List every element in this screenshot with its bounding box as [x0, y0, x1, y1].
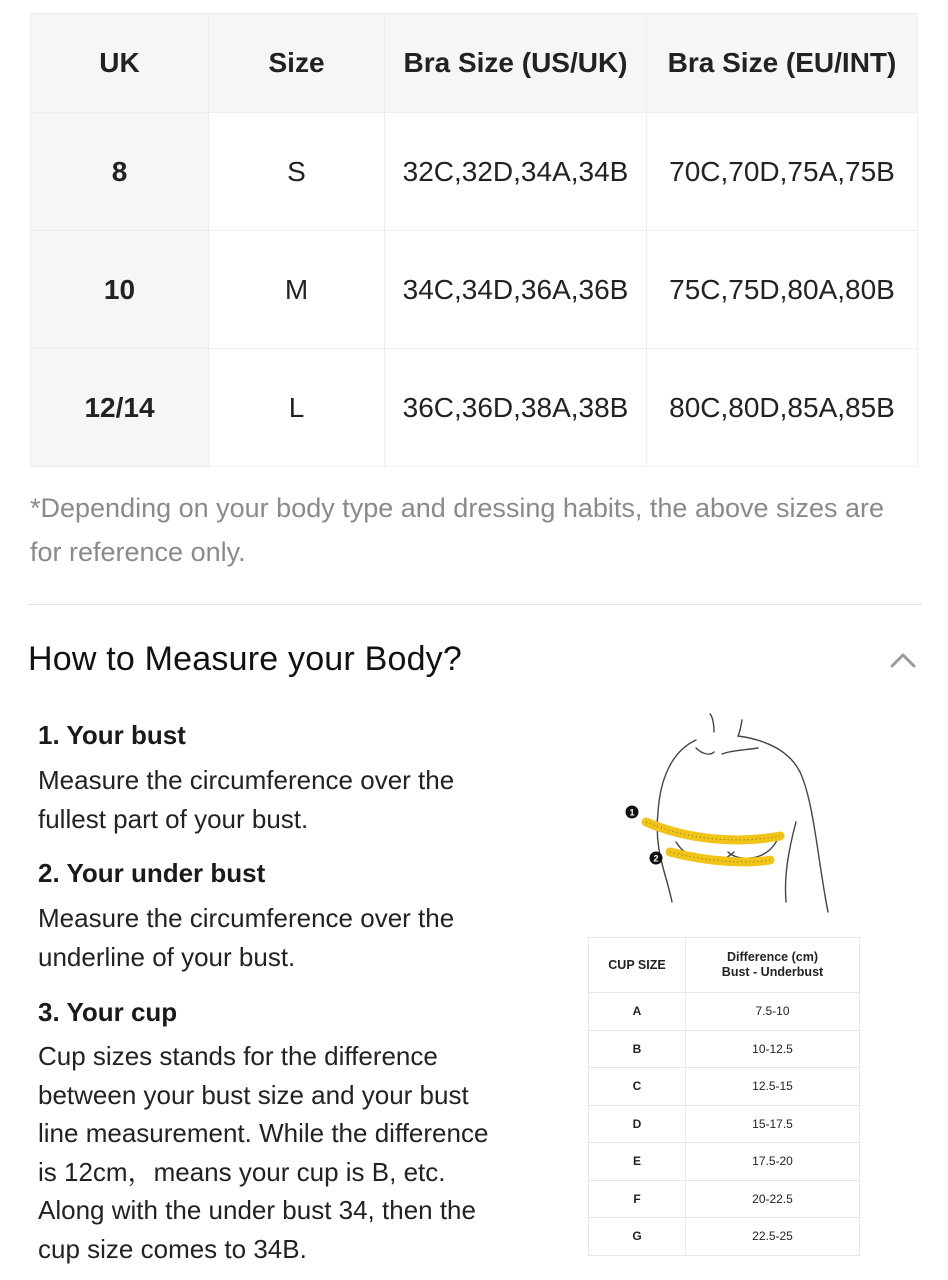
table-row	[589, 1068, 860, 1106]
size-reference-note: *Depending on your body type and dressing habits, the above sizes are for reference only.	[30, 493, 885, 567]
cell-difference: 20-22.5	[686, 1180, 860, 1218]
table-row	[31, 349, 918, 467]
marker-1-icon	[626, 806, 639, 819]
size-chart-table	[30, 13, 918, 467]
cell-cup: E	[589, 1143, 686, 1181]
cell-difference: 22.5-25	[686, 1218, 860, 1256]
table-row	[589, 1218, 860, 1256]
cell-difference: 10-12.5	[686, 1030, 860, 1068]
cell-difference: 12.5-15	[686, 1068, 860, 1106]
marker-2-label: 2	[653, 853, 659, 864]
cell-cup: A	[589, 993, 686, 1031]
header-cup-size: CUP SIZE	[589, 938, 686, 993]
cell-uk: 8	[31, 113, 209, 231]
table-row	[589, 1030, 860, 1068]
cell-size: M	[209, 231, 385, 349]
header-difference-line1: Difference (cm)	[727, 950, 818, 964]
header-uk: UK	[31, 14, 209, 113]
table-row	[589, 993, 860, 1031]
cell-uk: 12/14	[31, 349, 209, 467]
step-bust-title: 1. Your bust	[38, 720, 186, 750]
section-divider	[27, 604, 922, 605]
measure-section-title: How to Measure your Body?	[28, 640, 462, 678]
marker-1-label: 1	[629, 807, 635, 818]
bust-measurement-illustration	[618, 712, 848, 922]
table-row	[589, 1105, 860, 1143]
cup-size-table	[588, 937, 860, 1256]
header-size: Size	[209, 14, 385, 113]
collapse-section-button[interactable]	[884, 644, 922, 674]
neck-line	[710, 714, 714, 732]
table-row	[589, 1143, 860, 1181]
size-chart-header-row	[31, 14, 918, 113]
step-under-bust-title: 2. Your under bust	[38, 858, 266, 888]
cell-bra-us-uk: 36C,36D,38A,38B	[385, 349, 647, 467]
cup-table-header-row	[589, 938, 860, 993]
cell-uk: 10	[31, 231, 209, 349]
marker-2-icon	[650, 852, 663, 865]
cell-size: S	[209, 113, 385, 231]
cell-difference: 7.5-10	[686, 993, 860, 1031]
step-under-bust-text: Measure the circumference over the underline of your bust.	[38, 903, 455, 972]
cell-bra-eu-int: 70C,70D,75A,75B	[647, 113, 918, 231]
cell-cup: F	[589, 1180, 686, 1218]
torso-outline-left	[657, 740, 696, 902]
cell-bra-eu-int: 75C,75D,80A,80B	[647, 231, 918, 349]
cell-cup: B	[589, 1030, 686, 1068]
cell-size: L	[209, 349, 385, 467]
collarbone-right	[722, 748, 758, 754]
cell-cup: D	[589, 1105, 686, 1143]
header-bra-size-eu-int: Bra Size (EU/INT)	[647, 14, 918, 113]
table-row	[31, 113, 918, 231]
collarbone-left	[696, 748, 714, 754]
cell-difference: 15-17.5	[686, 1105, 860, 1143]
step-cup-title: 3. Your cup	[38, 997, 178, 1027]
header-difference	[686, 938, 860, 993]
header-difference-line2: Bust - Underbust	[721, 965, 824, 979]
table-row	[31, 231, 918, 349]
cell-bra-us-uk: 34C,34D,36A,36B	[385, 231, 647, 349]
torso-right-inner	[785, 822, 796, 902]
chevron-up-icon	[884, 644, 922, 674]
cell-difference: 17.5-20	[686, 1143, 860, 1181]
step-cup-text: Cup sizes stands for the difference between your bust size and your bust line measurement. While the difference is 12cm，means your cup is B, etc. Along with the under bust 34, then the cup size comes to 34B.	[38, 1041, 489, 1264]
header-bra-size-us-uk: Bra Size (US/UK)	[385, 14, 647, 113]
cell-cup: C	[589, 1068, 686, 1106]
cell-cup: G	[589, 1218, 686, 1256]
step-bust-text: Measure the circumference over the fullest part of your bust.	[38, 765, 455, 834]
cell-bra-eu-int: 80C,80D,85A,85B	[647, 349, 918, 467]
table-row	[589, 1180, 860, 1218]
cell-bra-us-uk: 32C,32D,34A,34B	[385, 113, 647, 231]
measuring-tape-bust	[646, 822, 780, 840]
